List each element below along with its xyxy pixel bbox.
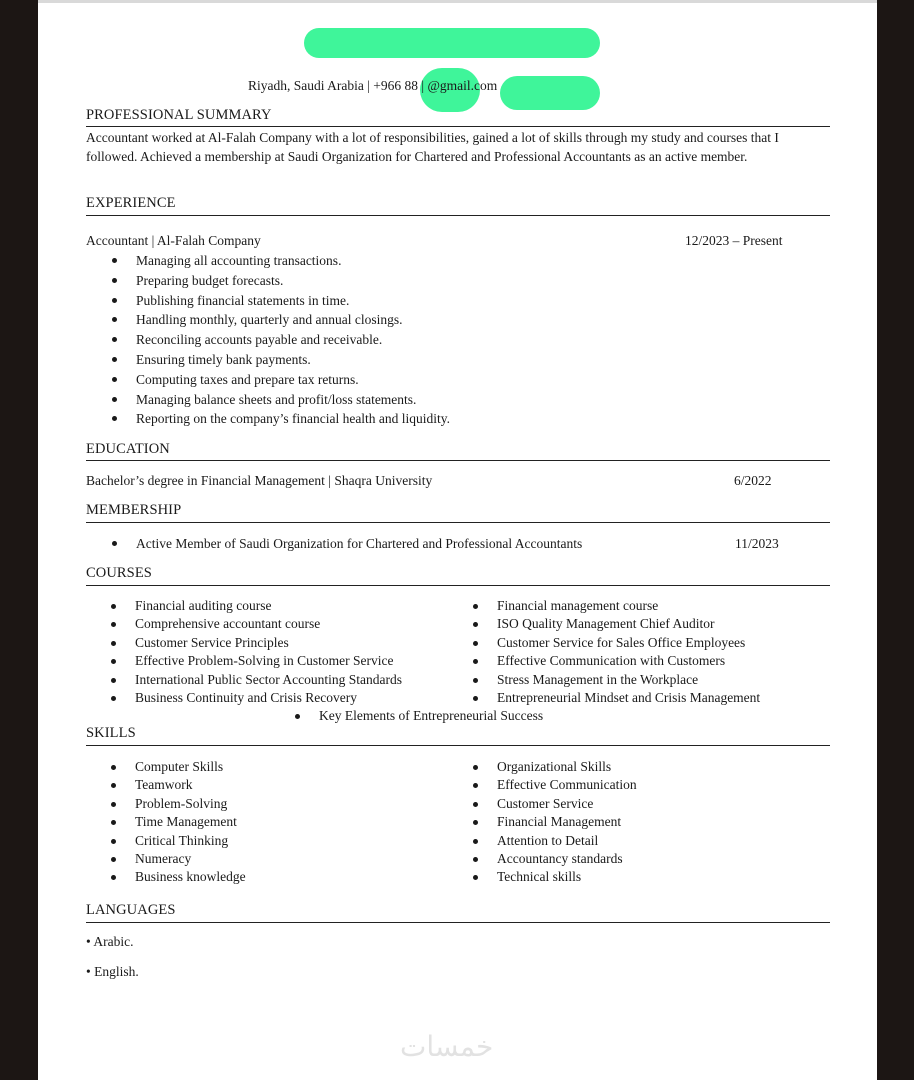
courses-center-list: [319, 707, 543, 725]
bullet-icon: [112, 357, 117, 362]
list-item: Financial management course: [497, 597, 760, 615]
list-item: Managing balance sheets and profit/loss statements.: [136, 390, 450, 410]
list-item: Technical skills: [497, 868, 637, 886]
bullet-icon: [473, 641, 478, 646]
bullet-icon: [473, 678, 478, 683]
list-item: Handling monthly, quarterly and annual closings.: [136, 310, 450, 330]
bullet-icon: [473, 802, 478, 807]
bullet-icon: [111, 696, 116, 701]
bullet-icon: [112, 377, 117, 382]
list-item: International Public Sector Accounting Standards: [135, 671, 402, 689]
education-heading: EDUCATION: [86, 441, 170, 457]
section-divider: [86, 126, 830, 127]
section-divider: [86, 585, 830, 586]
courses-left-list: [135, 597, 402, 707]
skills-left-list: [135, 758, 246, 887]
list-item: Business Continuity and Crisis Recovery: [135, 689, 402, 707]
bullet-icon: [112, 258, 117, 263]
experience-heading: EXPERIENCE: [86, 195, 176, 211]
section-divider: [86, 522, 830, 523]
list-item: Organizational Skills: [497, 758, 637, 776]
list-item: Customer Service: [497, 795, 637, 813]
education-degree: Bachelor’s degree in Financial Management | Shaqra University: [86, 473, 433, 488]
section-divider: [86, 460, 830, 461]
experience-role: Accountant | Al-Falah Company: [86, 233, 261, 248]
list-item: Customer Service for Sales Office Employees: [497, 634, 760, 652]
list-item: Problem-Solving: [135, 795, 246, 813]
list-item: Attention to Detail: [497, 832, 637, 850]
membership-date: 11/2023: [735, 536, 779, 551]
list-item: Active Member of Saudi Organization for Chartered and Professional Accountants: [136, 534, 582, 554]
bullet-icon: [473, 604, 478, 609]
language-arabic: • Arabic.: [86, 934, 134, 949]
list-item: Reconciling accounts payable and receivable.: [136, 330, 450, 350]
section-divider: [86, 215, 830, 216]
summary-heading: PROFESSIONAL SUMMARY: [86, 107, 272, 123]
bullet-icon: [111, 678, 116, 683]
list-item: Ensuring timely bank payments.: [136, 350, 450, 370]
experience-bullet-list: [136, 251, 450, 429]
list-item: Effective Communication: [497, 776, 637, 794]
bullet-icon: [111, 604, 116, 609]
language-english: • English.: [86, 964, 139, 979]
list-item: Accountancy standards: [497, 850, 637, 868]
bullet-icon: [473, 857, 478, 862]
list-item: Key Elements of Entrepreneurial Success: [319, 707, 543, 725]
list-item: Preparing budget forecasts.: [136, 271, 450, 291]
list-item: Managing all accounting transactions.: [136, 251, 450, 271]
bullet-icon: [112, 298, 117, 303]
list-item: ISO Quality Management Chief Auditor: [497, 615, 760, 633]
list-item: Financial Management: [497, 813, 637, 831]
redaction-email-blot: [500, 76, 600, 110]
redaction-name-blot: [304, 28, 600, 58]
site-watermark: خمسات: [400, 1030, 494, 1063]
bullet-icon: [112, 541, 117, 546]
bullet-icon: [111, 857, 116, 862]
summary-text: Accountant worked at Al-Falah Company with a lot of responsibilities, gained a lot of skills through my study and courses that I followed. Achieved a membership at Saudi Organization for Chartered and Professional Accountants as an active member.: [86, 130, 779, 164]
page-top-edge: [38, 0, 877, 3]
list-item: Time Management: [135, 813, 246, 831]
list-item: Teamwork: [135, 776, 246, 794]
bullet-icon: [111, 765, 116, 770]
membership-heading: MEMBERSHIP: [86, 502, 182, 518]
list-item: Stress Management in the Workplace: [497, 671, 760, 689]
list-item: Entrepreneurial Mindset and Crisis Management: [497, 689, 760, 707]
skills-heading: SKILLS: [86, 725, 136, 741]
bullet-icon: [473, 765, 478, 770]
languages-heading: LANGUAGES: [86, 902, 176, 918]
list-item: Business knowledge: [135, 868, 246, 886]
list-item: Effective Problem-Solving in Customer Service: [135, 652, 402, 670]
contact-line: Riyadh, Saudi Arabia | +966 88 | @gmail.com: [248, 78, 498, 93]
list-item: Financial auditing course: [135, 597, 402, 615]
experience-dates: 12/2023 – Present: [685, 233, 783, 248]
list-item: Effective Communication with Customers: [497, 652, 760, 670]
bullet-icon: [111, 641, 116, 646]
bullet-icon: [295, 714, 300, 719]
list-item: Critical Thinking: [135, 832, 246, 850]
education-date: 6/2022: [734, 473, 772, 488]
list-item: Reporting on the company’s financial health and liquidity.: [136, 409, 450, 429]
courses-right-list: [497, 597, 760, 707]
list-item: Numeracy: [135, 850, 246, 868]
list-item: Computing taxes and prepare tax returns.: [136, 370, 450, 390]
bullet-icon: [473, 696, 478, 701]
courses-heading: COURSES: [86, 565, 152, 581]
skills-right-list: [497, 758, 637, 887]
list-item: Comprehensive accountant course: [135, 615, 402, 633]
list-item: Computer Skills: [135, 758, 246, 776]
list-item: Customer Service Principles: [135, 634, 402, 652]
bullet-icon: [473, 839, 478, 844]
bullet-icon: [112, 397, 117, 402]
section-divider: [86, 922, 830, 923]
bullet-icon: [111, 839, 116, 844]
membership-list: [136, 534, 582, 554]
bullet-icon: [112, 278, 117, 283]
list-item: Publishing financial statements in time.: [136, 291, 450, 311]
section-divider: [86, 745, 830, 746]
bullet-icon: [111, 802, 116, 807]
